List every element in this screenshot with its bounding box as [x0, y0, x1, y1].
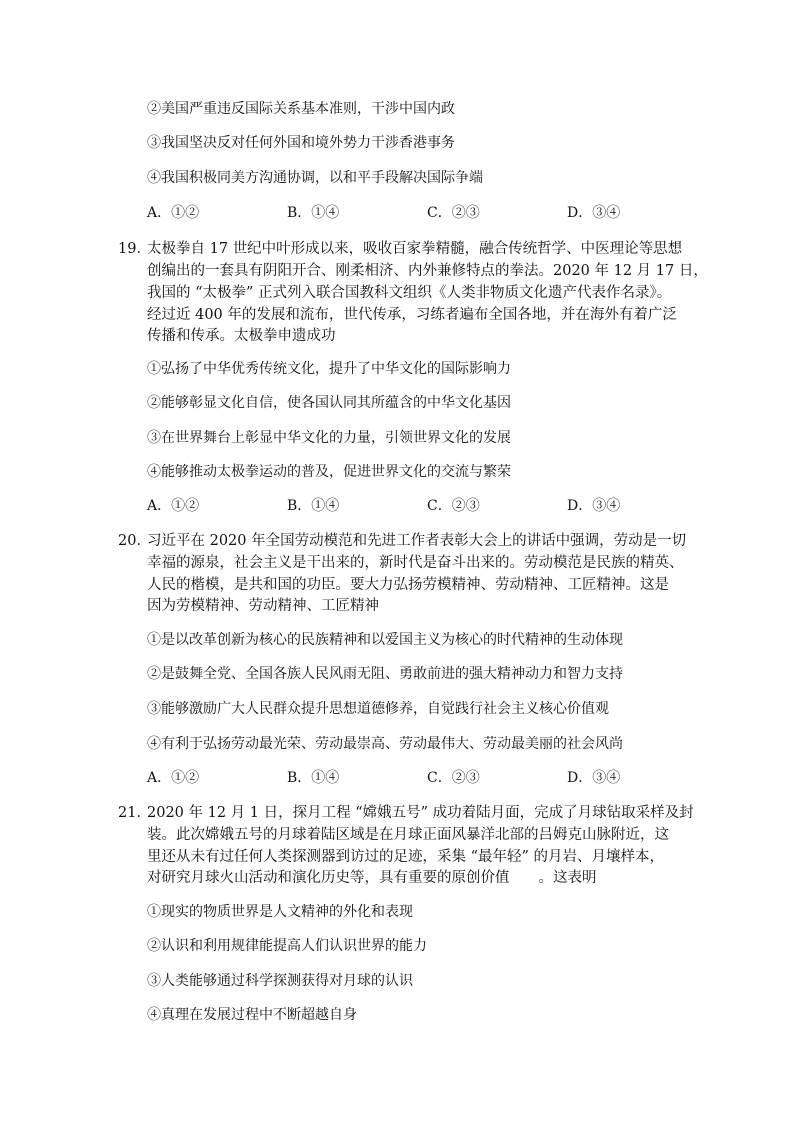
q20-choice-d: D．③④ — [567, 770, 621, 786]
q20-choice-c: C．②③ — [427, 770, 480, 786]
q21-item-1: ①现实的物质世界是人文精神的外化和表现 — [147, 904, 413, 920]
q19-choice-d: D．③④ — [567, 498, 621, 514]
q19-item-1: ①弘扬了中华优秀传统文化，提升了中华文化的国际影响力 — [147, 361, 511, 377]
q19-stem-line-3: 我国的 “太极拳” 正式列入联合国教科文组织《人类非物质文化遗产代表作名录》。 — [147, 285, 672, 301]
q20-stem-line-1: 习近平在 2020 年全国劳动模范和先进工作者表彰大会上的讲话中强调，劳动是一切 — [147, 533, 687, 549]
q21-stem-line-4: 对研究月球火山活动和演化历史等，具有重要的原创价值 。这表明 — [147, 870, 597, 886]
q20-number: 20． — [118, 533, 151, 549]
q18-choice-d: D．③④ — [567, 205, 621, 221]
q20-item-4: ④有利于弘扬劳动最光荣、劳动最崇高、劳动最伟大、劳动最美丽的社会风尚 — [147, 736, 623, 752]
q18-choice-a: A．①② — [147, 205, 200, 221]
q19-stem-line-4: 经过近 400 年的发展和流布，世代传承，习练者遍布全国各地，并在海外有着广泛 — [147, 307, 677, 323]
q21-stem-line-1: 2020 年 12 月 1 日，探月工程 “嫦娥五号” 成功着陆月面，完成了月球钻取采样及封 — [147, 805, 694, 821]
q18-item-2: ②美国严重违反国际关系基本准则，干涉中国内政 — [147, 101, 455, 117]
q20-choice-a: A．①② — [147, 770, 200, 786]
q19-choice-a: A．①② — [147, 498, 200, 514]
q19-item-4: ④能够推动太极拳运动的普及，促进世界文化的交流与繁荣 — [147, 464, 511, 480]
q19-stem-line-1: 太极拳自 17 世纪中叶形成以来，吸收百家拳精髓，融合传统哲学、中医理论等思想 — [147, 241, 683, 257]
q19-choice-b: B．①④ — [287, 498, 340, 514]
q20-stem-line-2: 幸福的源泉，社会主义是干出来的，新时代是奋斗出来的。劳动模范是民族的精英、 — [147, 555, 684, 571]
q20-item-1: ①是以改革创新为核心的民族精神和以爱国主义为核心的时代精神的生动体现 — [147, 632, 623, 648]
q21-item-4: ④真理在发展过程中不断超越自身 — [147, 1007, 357, 1023]
q19-stem-line-2: 创编出的一套具有阴阳开合、刚柔相济、内外兼修特点的拳法。2020 年 12 月 17 日， — [147, 263, 708, 279]
q18-item-4: ④我国积极同美方沟通协调，以和平手段解决国际争端 — [147, 170, 483, 186]
q20-item-2: ②是鼓舞全党、全国各族人民风雨无阻、勇敢前进的强大精神动力和智力支持 — [147, 666, 623, 682]
q18-item-3: ③我国坚决反对任何外国和境外势力干涉香港事务 — [147, 135, 455, 151]
q20-stem-line-4: 因为劳模精神、劳动精神、工匠精神 — [147, 598, 379, 614]
q19-stem-line-5: 传播和传承。太极拳申遗成功 — [147, 328, 336, 344]
q21-item-2: ②认识和利用规律能提高人们认识世界的能力 — [147, 938, 427, 954]
q19-item-3: ③在世界舞台上彰显中华文化的力量，引领世界文化的发展 — [147, 430, 511, 446]
q20-item-3: ③能够激励广大人民群众提升思想道德修养，自觉践行社会主义核心价值观 — [147, 701, 609, 717]
q20-stem-line-3: 人民的楷模，是共和国的功臣。要大力弘扬劳模精神、劳动精神、工匠精神。这是 — [147, 577, 669, 593]
q18-choice-b: B．①④ — [287, 205, 340, 221]
q21-number: 21． — [118, 805, 151, 821]
q20-choice-b: B．①④ — [287, 770, 340, 786]
q21-stem-line-3: 里还从未有过任何人类探测器到访过的足迹，采集 “最年轻” 的月岩、月壤样本， — [147, 849, 665, 865]
q21-item-3: ③人类能够通过科学探测获得对月球的认识 — [147, 973, 413, 989]
q18-choice-c: C．②③ — [427, 205, 480, 221]
q19-number: 19． — [118, 241, 151, 257]
q19-choice-c: C．②③ — [427, 498, 480, 514]
q21-stem-line-2: 装。此次嫦娥五号的月球着陆区域是在月球正面风暴洋北部的吕姆克山脉附近，这 — [147, 827, 669, 843]
q19-item-2: ②能够彰显文化自信，使各国认同其所蕴含的中华文化基因 — [147, 395, 511, 411]
